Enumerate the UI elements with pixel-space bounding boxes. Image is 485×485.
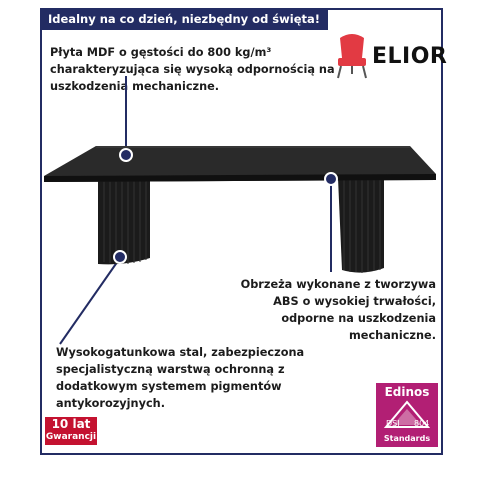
callout-dot-steel: [114, 251, 126, 263]
certificate-name: Edinos: [384, 385, 430, 399]
callout-dot-tabletop: [120, 149, 132, 161]
certificate-code-left: DSI: [386, 419, 400, 428]
certificate-label: Standards: [383, 434, 431, 443]
certificate-code-right: 804: [414, 419, 430, 428]
tabletop: [44, 146, 436, 182]
table-leg-left: [98, 176, 150, 264]
callout-dot-edges: [325, 173, 337, 185]
feature-note-tabletop: Płyta MDF o gęstości do 800 kg/m³ charakteryzująca się wysoką odpornością na uszkodzenia mechaniczne.: [50, 46, 335, 93]
chair-icon: [338, 34, 366, 78]
warranty-years: 10 lat: [51, 417, 91, 431]
edinos-certificate-badge: [376, 383, 438, 447]
brand-logo: ELIOR: [372, 44, 448, 69]
table-leg-right: [338, 178, 384, 273]
feature-note-edges: Obrzeża wykonane z tworzywa ABS o wysokiej trwałości, odporne na uszkodzenia mechaniczne.: [240, 278, 436, 342]
warranty-badge: [45, 417, 97, 445]
feature-note-steel: Wysokogatunkowa stal, zabezpieczona specjalistyczną warstwą ochronną z dodatkowym systemem pigmentów antykorozyjnych.: [56, 346, 305, 410]
warranty-label: Gwarancji: [45, 432, 97, 442]
tagline-banner: Idealny na co dzień, niezbędny od święta!: [40, 8, 328, 30]
